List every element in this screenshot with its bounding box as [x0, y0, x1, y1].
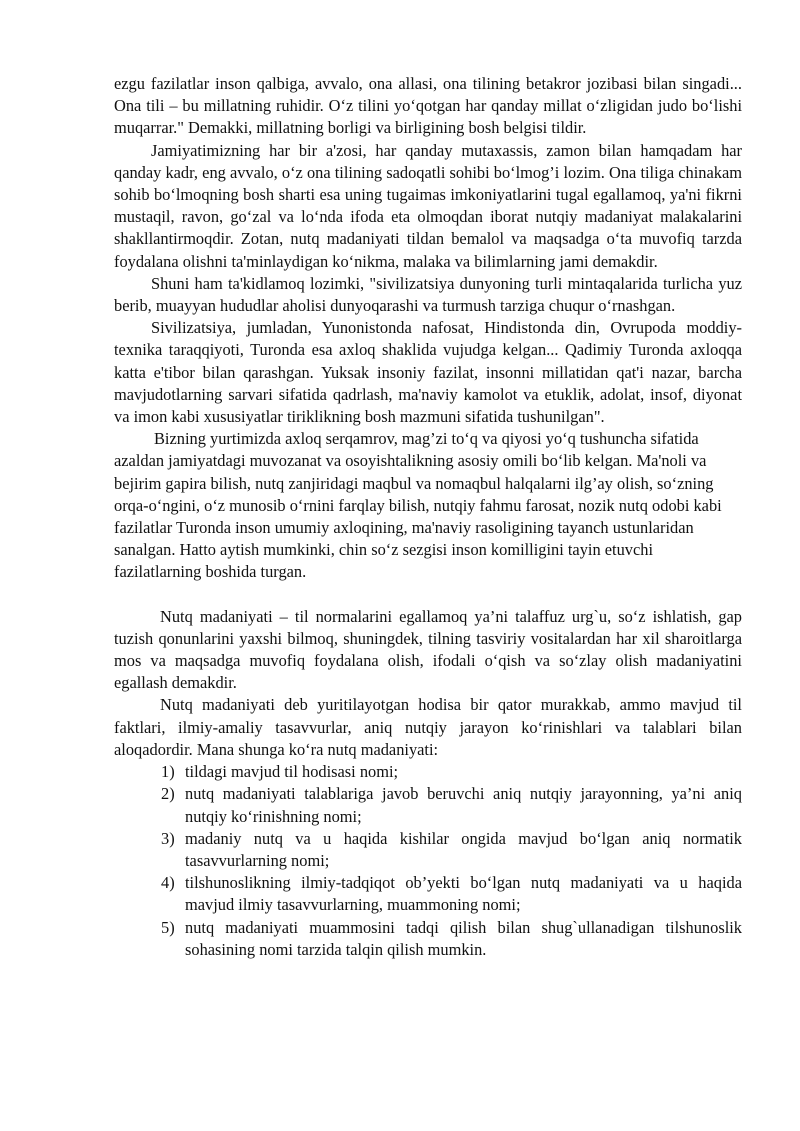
paragraph-speech-culture-definition: Nutq madaniyati – til normalarini egallamoq ya’ni talaffuz urg`u, so‘z ishlatish, gap tuzish qonunlarini yaxshi bilmoq, shuningdek, tilning tasviriy vositalardan har xil sharoitlarga mos va maqsadga muvofiq foydalana olish, ifodali o‘qish va so‘zlay olish madaniyatini egallash demakdir. — [114, 606, 742, 693]
list-item — [114, 872, 742, 916]
list-item — [114, 917, 742, 961]
list-item-text: nutq madaniyati muammosini tadqi qilish bilan shug`ullanadigan tilshunoslik sohasining nomi tarzida talqin qilish mumkin. — [185, 917, 742, 959]
list-item — [114, 761, 742, 783]
numbered-list — [114, 761, 742, 961]
paragraph-ethics: Bizning yurtimizda axloq serqamrov, mag’zi to‘q va qiyosi yo‘q tushuncha sifatida azaldan jamiyatdagi muvozanat va osoyishtalikning asosiy omili bo‘lib kelgan. Ma'noli va bejirim gapira bilish, nutq zanjiridagi maqbul va nomaqbul halqalarni ilg’ay olish, so‘zning orqa-o‘ngini, o‘z munosib o‘rnini farqlay bilish, nutqiy fahmu farosat, nozik nutq odobi kabi fazilatlar Turonda inson umumiy axloqining, ma'naviy rasoligining tayanch ustunlaridan sanalgan. Hatto aytish mumkinki, chin so‘z sezgisi inson komilligini tayin etuvchi fazilatlarning boshida turgan. — [114, 429, 722, 582]
paragraph-speech-culture-phenomenon: Nutq madaniyati deb yuritilayotgan hodisa bir qator murakkab, ammo mavjud til faktlari, ilmiy-amaliy tasavvurlar, aniq nutqiy jarayon ko‘rinishlari va talablari bilan aloqadordir. Mana shunga ko‘ra nutq madaniyati: — [114, 695, 742, 759]
list-item-text: nutq madaniyati talablariga javob beruvchi aniq nutqiy jarayonning, ya’ni aniq nutqiy ko‘rinishning nomi; — [185, 784, 742, 826]
list-item-number: 2) — [161, 784, 175, 804]
list-item-text: tildagi mavjud til hodisasi nomi; — [185, 762, 399, 782]
paragraph-intro: ezgu fazilatlar inson qalbiga, avvalo, ona allasi, ona tilining betakror jozibasi bilan singadi... Ona tili – bu millatning ruhidir. O‘z tilini yo‘qotgan har qanday millat o‘zligidan judo bo‘lishi muqarrar." Demakki, millatning borligi va birligining bosh belgisi tildir. — [114, 74, 742, 138]
list-item-number: 1) — [161, 762, 175, 782]
list-item-text: madaniy nutq va u haqida kishilar ongida mavjud bo‘lgan aniq normatik tasavvurlarning nomi; — [185, 828, 742, 870]
paragraph-society: Jamiyatimizning har bir a'zosi, har qanday mutaxassis, zamon bilan hamqadam har qanday kadr, eng avvalo, o‘z ona tilining sadoqatli sohibi bo‘lmog’i lozim. Ona tiliga chinakam sohib bo‘lmoqning bosh sharti esa uning tugaimas imkoniyatlarini tugal egallamoq, ya'ni fikrni mustaqil, ravon, go‘zal va lo‘nda ifoda eta olmoqdan iborat nutqiy madaniyat malakalarini shakllantirmoqdir. Zotan, nutq madaniyati tildan bemalol va maqsadga o‘ta muvofiq tarzda foydalana olishni ta'minlaydigan ko‘nikma, malaka va bilimlarning jami demakdir. — [114, 140, 742, 271]
list-item-number: 5) — [161, 917, 175, 937]
paragraph-gap — [114, 584, 742, 606]
list-item-number: 3) — [161, 828, 175, 848]
list-item — [114, 828, 742, 872]
paragraph-civilization-regions: Sivilizatsiya, jumladan, Yunonistonda nafosat, Hindistonda din, Ovrupoda moddiy-texnika taraqqiyoti, Turonda esa axloq shaklida vujudga kelgan... Qadimiy Turonda axloqqa katta e'tibor bilan qarashgan. Yuksak insoniy fazilat, insonni millatidan qat'i nazar, barcha mavjudotlarning sarvari sifatida qadrlash, ma'naviy kamolot va etuklik, adolat, insof, diyonat va imon kabi xususiyatlar tiriklikning bosh mazmuni sifatida tushunilgan". — [114, 318, 742, 427]
document-page — [114, 73, 742, 961]
list-item-number: 4) — [161, 873, 175, 893]
list-item — [114, 783, 742, 827]
list-item-text: tilshunoslikning ilmiy-tadqiqot ob’yekti bo‘lgan nutq madaniyati va u haqida mavjud ilmiy tasavvurlarning, muammoning nomi; — [185, 873, 742, 915]
paragraph-civilization-quote: Shuni ham ta'kidlamoq lozimki, "sivilizatsiya dunyoning turli mintaqalarida turlicha yuz berib, muayyan hududlar aholisi dunyoqarashi va turmush tarziga chuqur o‘rnashgan. — [114, 273, 742, 316]
